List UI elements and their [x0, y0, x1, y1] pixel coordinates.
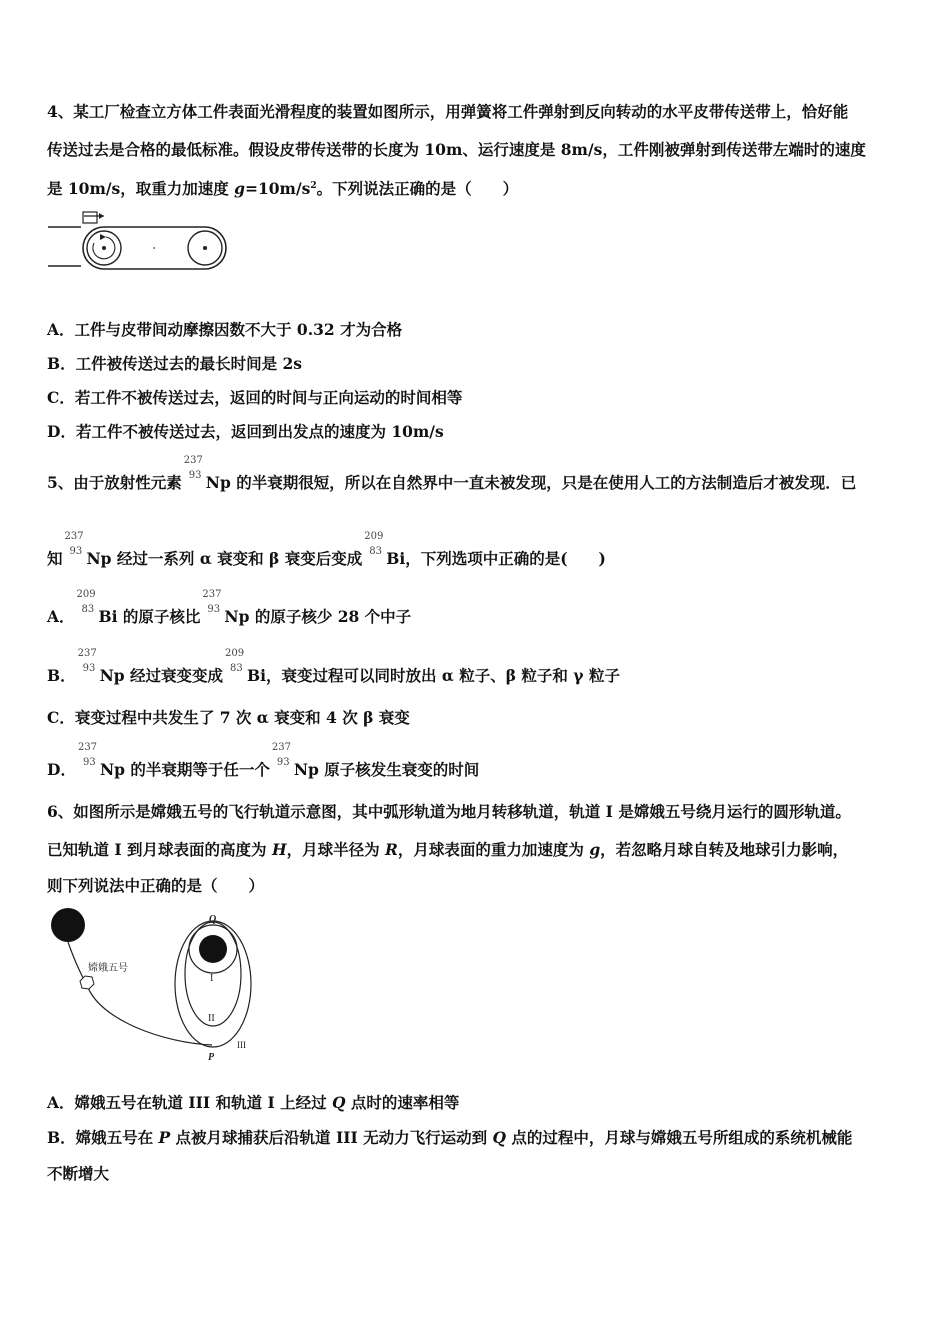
q6-option-b-continued: 不断增大	[47, 1164, 110, 1183]
earth	[51, 908, 85, 942]
q4-stem-line-1: 4、某工厂检查立方体工件表面光滑程度的装置如图所示，用弹簧将工件弹射到反向转动的水平皮带传送带上，恰好能	[47, 102, 849, 121]
nuclide-bi-209: 209 83	[364, 531, 384, 557]
q4-option-c: C．若工件不被传送过去，返回的时间与正向运动的时间相等	[47, 388, 463, 407]
moon	[199, 935, 227, 963]
q6-option-a: A．嫦娥五号在轨道 III 和轨道 I 上经过 Q 点时的速率相等	[47, 1093, 460, 1112]
probe-label: 嫦娥五号	[88, 963, 128, 974]
label-P: P	[208, 1052, 215, 1063]
nuclide-np-237: 237 93	[77, 742, 98, 768]
q6-option-b: B．嫦娥五号在 P 点被月球捕获后沿轨道 III 无动力飞行运动到 Q 点的过程中，月球与嫦娥五号所组成的系统机械能	[47, 1128, 853, 1147]
q5-stem-line-1: 5、由于放射性元素 237 93 Np 的半衰期很短，所以在自然界中一直未被发现，只是在使用人工的方法制造后才被发现．已	[47, 455, 857, 492]
label-orbit-II: II	[208, 1013, 215, 1024]
nuclide-bi-209: 209 83	[225, 648, 245, 674]
q5-option-d: D． 237 93 Np 的半衰期等于任一个 237 93 Np 原子核发生衰变的时间	[47, 742, 480, 779]
nuclide-np-237: 237 93	[271, 742, 291, 768]
q6-stem-line-2: 已知轨道 I 到月球表面的高度为 H，月球半径为 R，月球表面的重力加速度为 g，若忽略月球自转及地球引力影响，	[47, 840, 849, 859]
q5-option-c: C．衰变过程中共发生了 7 次 α 衰变和 4 次 β 衰变	[47, 708, 410, 727]
nuclide-np-237: 237 93	[64, 531, 84, 557]
label-Q: Q	[209, 914, 217, 925]
q5-option-a: A． 209 83 Bi 的原子核比 237 93 Np 的原子核少 28 个中子	[47, 589, 412, 626]
nuclide-np-237: 237 93	[77, 648, 97, 674]
probe-icon	[80, 976, 94, 989]
q4-option-d: D．若工件不被传送过去，返回到出发点的速度为 10m/s	[47, 422, 444, 441]
nuclide-bi-209: 209 83	[76, 589, 96, 615]
nuclide-np-237: 237 93	[202, 589, 222, 615]
transfer-orbit	[87, 985, 212, 1045]
label-orbit-III: III	[237, 1040, 246, 1050]
q5-option-b: B． 237 93 Np 经过衰变变成 209 83 Bi，衰变过程可以同时放出 α 粒子、β 粒子和 γ 粒子	[47, 648, 620, 685]
q6-stem-line-3: 则下列说法中正确的是（ ）	[47, 876, 265, 895]
nuclide-np-237: 237 93	[183, 455, 203, 481]
label-orbit-I: I	[210, 973, 214, 984]
q4-stem-line-2: 传送过去是合格的最低标准。假设皮带传送带的长度为 10m、运行速度是 8m/s，工件刚被弹射到传送带左端时的速度	[47, 140, 866, 159]
q4-option-a: A．工件与皮带间动摩擦因数不大于 0.32 才为合格	[47, 320, 403, 339]
orbit-diagram-figure	[44, 905, 264, 1075]
conveyor-belt-figure	[46, 210, 231, 285]
q5-stem-line-2: 知 237 93 Np 经过一系列 α 衰变和 β 衰变后变成 209 83 Bi，下列选项中正确的是( )	[47, 531, 606, 568]
q6-stem-line-1: 6、如图所示是嫦娥五号的飞行轨道示意图，其中弧形轨道为地月转移轨道，轨道 I 是嫦娥五号绕月运行的圆形轨道。	[47, 802, 851, 821]
q4-option-b: B．工件被传送过去的最长时间是 2s	[47, 354, 303, 373]
q4-stem-line-3: 是 10m/s，取重力加速度 $g=10m/s^2$。下列说法正确的是（ ）	[47, 179, 519, 199]
